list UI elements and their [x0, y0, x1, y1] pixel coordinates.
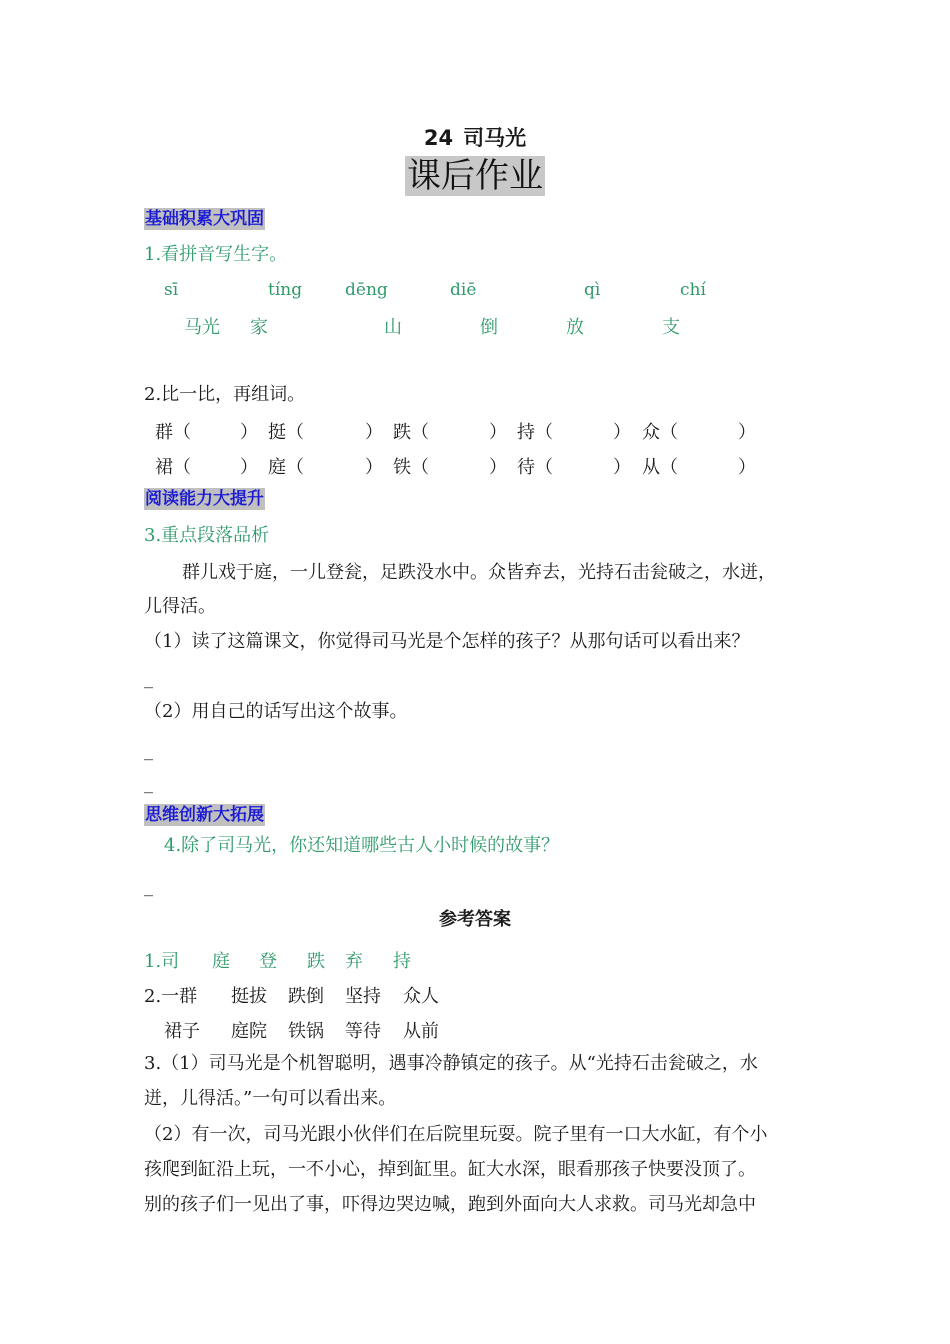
answer2-item: 等待 [345, 1021, 381, 1042]
q2-close: ） [240, 457, 258, 478]
answer2-item: 庭院 [231, 1021, 267, 1042]
section-heading-thinking: 思维创新大拓展 [145, 805, 264, 825]
q2-close: ） [365, 422, 383, 443]
q2-close: ） [613, 457, 631, 478]
q2-char: 群（ [155, 422, 191, 443]
q3-sub2: （2）用自己的话写出这个故事。 [144, 701, 408, 722]
q2-char: 待（ [517, 457, 553, 478]
section-heading-reading: 阅读能力大提升 [145, 489, 264, 509]
q2-close: ） [489, 422, 507, 443]
pinyin-si: sī [164, 280, 179, 300]
q2-close: ） [240, 422, 258, 443]
q4-prompt: 4.除了司马光，你还知道哪些古人小时候的故事？ [164, 835, 560, 856]
q2-char: 裙（ [155, 457, 191, 478]
answer-blank[interactable]: _ [144, 876, 153, 897]
answer2-item: 跌倒 [288, 986, 324, 1007]
pinyin-deng: dēng [345, 280, 388, 300]
answer2-item: 坚持 [345, 986, 381, 1007]
q2-char: 持（ [517, 422, 553, 443]
pinyin-die: diē [450, 280, 477, 300]
lesson-number: 24 [423, 126, 454, 150]
q2-close: ） [738, 457, 756, 478]
q2-char: 跌（ [393, 422, 429, 443]
q3-sub1: （1）读了这篇课文，你觉得司马光是个怎样的孩子？从那句话可以看出来？ [144, 631, 750, 652]
subtitle-wrap [0, 156, 950, 196]
q2-char: 众（ [642, 422, 678, 443]
q2-close: ） [365, 457, 383, 478]
q1-prompt: 1.看拼音写生字。 [144, 244, 288, 265]
section-heading-basic: 基础积累大巩固 [145, 209, 264, 229]
lesson-name: 司马光 [463, 126, 527, 150]
answer2-item: 裙子 [164, 1021, 200, 1042]
pinyin-qi: qì [584, 280, 601, 300]
q2-close: ） [738, 422, 756, 443]
q3-prompt: 3.重点段落品析 [144, 525, 270, 546]
answer-blank[interactable]: _ [144, 668, 153, 689]
lesson-title [0, 122, 950, 152]
q2-close: ） [613, 422, 631, 443]
q3-passage-line1: 群儿戏于庭，一儿登瓮，足跌没水中。众皆弃去，光持石击瓮破之，水迸， [182, 562, 776, 583]
answer1-item: 1.司 [144, 951, 180, 972]
pinyin-ting: tíng [268, 280, 303, 300]
q2-char: 从（ [642, 457, 678, 478]
answer3-line: 3.（1）司马光是个机智聪明，遇事冷静镇定的孩子。从“光持石击瓮破之，水 [144, 1053, 758, 1074]
answer2-item: 众人 [403, 986, 439, 1007]
answer1-item: 跌 [307, 951, 325, 972]
answer2-item: 从前 [403, 1021, 439, 1042]
answer3-line: （2）有一次，司马光跟小伙伴们在后院里玩耍。院子里有一口大水缸，有个小 [144, 1124, 768, 1145]
q3-passage-line2: 儿得活。 [144, 596, 216, 617]
answer1-item: 登 [259, 951, 277, 972]
q2-char: 铁（ [393, 457, 429, 478]
answer3-line: 别的孩子们一见出了事，吓得边哭边喊，跑到外面向大人求救。司马光却急中 [144, 1194, 756, 1215]
q2-char: 庭（ [268, 457, 304, 478]
answer2-item: 铁锅 [288, 1021, 324, 1042]
word-zhi: 支 [662, 317, 680, 338]
pinyin-chi: chí [680, 280, 706, 300]
q2-char: 挺（ [268, 422, 304, 443]
answer2-item: 2.一群 [144, 986, 198, 1007]
answer-blank[interactable]: _ [144, 773, 153, 794]
word-shan: 山 [384, 317, 402, 338]
answer3-line: 孩爬到缸沿上玩，一不小心，掉到缸里。缸大水深，眼看那孩子快要没顶了。 [144, 1159, 756, 1180]
word-dao: 倒 [480, 317, 498, 338]
word-maguang: 马光 [184, 317, 220, 338]
q2-close: ） [489, 457, 507, 478]
answer1-item: 弃 [345, 951, 363, 972]
answer2-item: 挺拔 [231, 986, 267, 1007]
page-subtitle: 课后作业 [407, 156, 543, 196]
answers-heading: 参考答案 [439, 909, 511, 930]
answer3-line: 迸，儿得活。”一句可以看出来。 [144, 1088, 397, 1109]
answer-blank[interactable]: _ [144, 740, 153, 761]
answer1-item: 持 [393, 951, 411, 972]
word-fang: 放 [566, 317, 584, 338]
answer1-item: 庭 [212, 951, 230, 972]
q2-prompt: 2.比一比，再组词。 [144, 384, 306, 405]
word-jia: 家 [250, 317, 268, 338]
